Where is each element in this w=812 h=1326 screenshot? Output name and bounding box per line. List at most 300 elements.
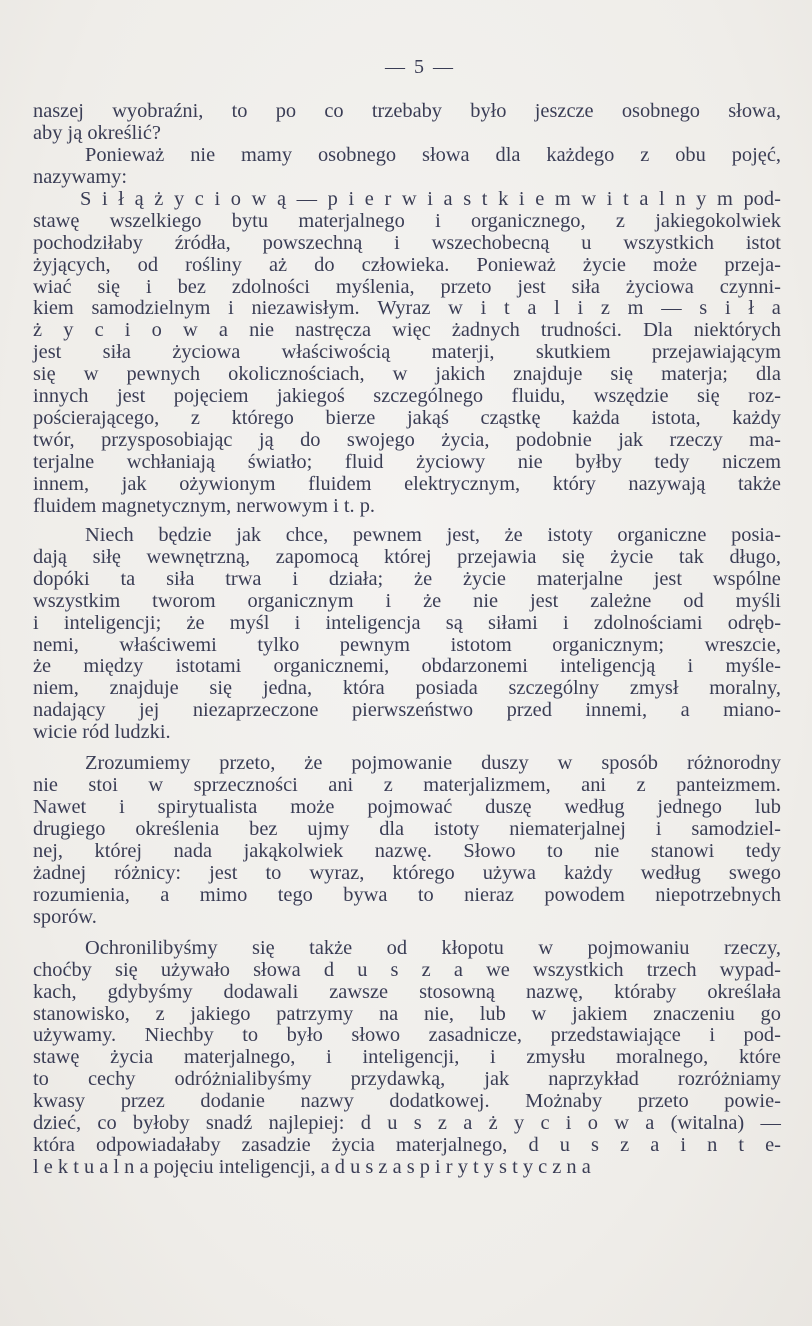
- word: e: [364, 187, 374, 210]
- word: przeto: [440, 275, 492, 298]
- word: pewnem: [352, 523, 422, 546]
- word: światło;: [247, 451, 313, 473]
- word: Wyraz: [377, 297, 431, 320]
- word: przysposobiając: [101, 429, 233, 452]
- word: patrzymy: [276, 1002, 354, 1025]
- word: nej,: [33, 839, 64, 862]
- word: powodem: [544, 883, 625, 906]
- word: okolicznościach,: [228, 363, 365, 386]
- word: panteizmem.: [676, 774, 781, 797]
- word: bez: [249, 818, 278, 840]
- word: się: [252, 936, 275, 959]
- text-line: [33, 885, 781, 907]
- text-line: [33, 364, 781, 386]
- word: wypad-: [719, 958, 781, 981]
- text-line: [33, 189, 781, 211]
- word: o: [151, 319, 162, 342]
- word: przed: [506, 699, 552, 722]
- word: się: [696, 385, 720, 408]
- word: to: [547, 839, 563, 862]
- text-line: [33, 569, 781, 591]
- word: organicznym: [247, 589, 354, 612]
- word: jest: [653, 567, 683, 590]
- word: y: [513, 1112, 525, 1135]
- word: niem,: [33, 677, 79, 700]
- word: której: [94, 839, 143, 862]
- word: powie-: [724, 1090, 781, 1113]
- text-line: [33, 591, 781, 613]
- word: Nawet: [33, 796, 87, 819]
- word: niepotrzebnych: [655, 883, 781, 906]
- word: odpowiadałaby: [95, 1134, 221, 1157]
- word: drugiego: [33, 818, 106, 840]
- word: naprzykład: [548, 1068, 639, 1091]
- word: pierwszeństwo: [351, 699, 474, 722]
- word: samodzielnym: [91, 297, 211, 320]
- word: nazwy: [300, 1090, 354, 1113]
- text-line: [33, 775, 781, 797]
- word: Ochronilibyśmy: [85, 936, 218, 959]
- word: niezaprzeczone: [192, 699, 319, 722]
- word: także: [737, 472, 781, 495]
- word: bytu: [231, 209, 269, 232]
- word: Ponieważ: [476, 253, 556, 276]
- word: według: [564, 796, 625, 819]
- word: używamy.: [33, 1024, 117, 1047]
- word: i: [518, 187, 525, 210]
- word: z: [155, 1002, 165, 1025]
- word: wszystkich: [623, 231, 714, 254]
- word: słowa,: [728, 100, 781, 122]
- word: przeto: [637, 1090, 689, 1113]
- word: pod-: [743, 1024, 781, 1047]
- text-line: [33, 320, 781, 342]
- word: który: [552, 472, 596, 495]
- word: jest: [517, 275, 546, 298]
- word: bywa: [343, 883, 388, 906]
- word: trzebaby: [371, 100, 443, 122]
- word: s: [463, 187, 472, 210]
- word: wiać: [33, 275, 72, 298]
- word: że: [423, 589, 442, 612]
- text-line: [33, 298, 781, 320]
- word: człowieka.: [361, 253, 450, 276]
- word: innemi,: [585, 699, 648, 722]
- word: od: [386, 936, 408, 959]
- word: fluid: [344, 451, 384, 473]
- word: trwa: [225, 567, 262, 590]
- word: się: [610, 363, 634, 386]
- word: d: [528, 1134, 539, 1157]
- text-column: [33, 101, 781, 1179]
- word: i: [435, 209, 441, 232]
- word: Niech: [85, 523, 134, 546]
- word: pod-: [743, 187, 781, 210]
- word: obu: [675, 143, 706, 166]
- word: naszej: [33, 100, 84, 122]
- word: i: [655, 818, 662, 840]
- word: każdy: [564, 861, 613, 884]
- text-line: [33, 700, 781, 722]
- word: czynni-: [719, 275, 781, 298]
- word: było: [470, 100, 507, 122]
- word: l: [554, 297, 560, 320]
- word: odróżnialibyśmy: [174, 1068, 312, 1091]
- text-line: [33, 430, 781, 452]
- text-line: [33, 1047, 781, 1069]
- word: o: [587, 1112, 598, 1135]
- word: sprzeczności: [193, 774, 298, 797]
- word: w: [614, 1112, 629, 1135]
- word: k: [498, 187, 509, 210]
- word: osobnego: [621, 100, 701, 122]
- word: tworom: [152, 589, 216, 612]
- word: (witalna): [670, 1112, 745, 1135]
- word: a: [443, 187, 453, 210]
- word: jeszcze: [534, 100, 594, 122]
- word: życiowy: [416, 451, 486, 473]
- word: od: [137, 253, 159, 276]
- word: znaczeniu: [653, 1002, 735, 1025]
- word: innem,: [33, 472, 90, 495]
- word: materja;: [661, 363, 728, 386]
- word: skutkiem: [535, 341, 611, 364]
- word: z: [636, 774, 646, 797]
- word: źródła,: [174, 231, 231, 254]
- word: stosowną: [419, 980, 495, 1003]
- word: a: [160, 883, 170, 906]
- paragraph: [33, 145, 781, 189]
- word: s: [699, 297, 708, 320]
- word: t: [503, 297, 510, 320]
- word: żadnych: [451, 319, 520, 342]
- word: z: [190, 407, 200, 430]
- word: nazwę.: [374, 839, 432, 862]
- word: zmysł: [629, 677, 679, 700]
- word: dopóki: [33, 567, 90, 590]
- word: zależne: [590, 589, 652, 612]
- word: tedy: [654, 451, 690, 473]
- word: i: [565, 1112, 572, 1135]
- word: d: [360, 1112, 371, 1135]
- word: do: [300, 429, 321, 452]
- word: i: [124, 319, 131, 342]
- word: ani: [581, 774, 607, 797]
- paragraph: [33, 753, 781, 929]
- word: nastręcza: [295, 319, 372, 342]
- word: istotom: [450, 633, 512, 656]
- text-line: [33, 1135, 781, 1157]
- word: najlepiej:: [268, 1112, 345, 1135]
- word: istot: [745, 231, 781, 254]
- word: rzeczy,: [723, 936, 781, 959]
- word: co: [97, 1112, 117, 1135]
- word: —: [760, 1112, 781, 1135]
- word: różnorodny: [686, 752, 781, 775]
- word: wszystkim: [33, 589, 121, 612]
- word: wszystkich: [533, 958, 624, 981]
- paragraph: [33, 189, 781, 518]
- word: twór,: [33, 429, 75, 452]
- word: nada: [173, 839, 213, 862]
- word: mamy: [241, 143, 293, 166]
- word: u: [559, 1134, 570, 1157]
- text-line: [33, 863, 781, 885]
- word: z: [615, 209, 625, 232]
- word: której: [384, 545, 432, 568]
- word: byłby: [575, 451, 622, 473]
- word: jakąkolwiek: [243, 839, 344, 862]
- text-line: [33, 960, 781, 982]
- word: Ponieważ: [85, 143, 165, 166]
- word: przejawiającym: [651, 341, 781, 364]
- word: więc: [392, 319, 431, 342]
- word: u: [581, 231, 592, 254]
- word: właściwemi: [119, 633, 217, 656]
- word: z: [383, 774, 393, 797]
- word: ą: [134, 187, 144, 210]
- word: ta: [120, 567, 136, 590]
- word: jednego: [657, 796, 722, 819]
- word: życia: [110, 1046, 154, 1069]
- word: i: [33, 611, 39, 634]
- word: nazwę,: [525, 980, 584, 1003]
- word: że: [186, 611, 205, 634]
- word: go: [760, 1002, 781, 1025]
- word: w: [531, 1002, 547, 1025]
- word: tylko: [257, 633, 300, 656]
- word: po: [275, 100, 297, 122]
- word: siłami: [487, 611, 538, 634]
- word: innych: [33, 385, 89, 408]
- word: tedy: [745, 839, 781, 862]
- word: to: [231, 100, 248, 122]
- text-line: [33, 101, 781, 123]
- word: s: [390, 958, 399, 981]
- word: dla: [379, 818, 405, 840]
- word: w: [538, 936, 554, 959]
- word: każda: [572, 407, 620, 430]
- word: spirytualista: [157, 796, 258, 819]
- word: szczególnego: [373, 385, 484, 408]
- word: a: [463, 1112, 473, 1135]
- word: c: [540, 1112, 550, 1135]
- text-line: [33, 1025, 781, 1047]
- word: może: [653, 253, 698, 276]
- word: wewnętrzną,: [146, 545, 251, 568]
- word: jedna,: [262, 677, 313, 700]
- word: odręb-: [727, 611, 781, 634]
- word: podobnie: [515, 429, 592, 452]
- word: i: [228, 297, 234, 320]
- word: i: [577, 297, 584, 320]
- word: według: [640, 861, 701, 884]
- word: duszy: [481, 752, 529, 775]
- word: słowa: [422, 143, 470, 166]
- word: wreszcie,: [704, 633, 781, 656]
- word: zawsze: [329, 980, 389, 1003]
- word: p: [327, 187, 338, 210]
- word: c: [94, 319, 104, 342]
- word: którego: [231, 407, 294, 430]
- word: lub: [754, 796, 781, 819]
- word: powszechną: [262, 231, 363, 254]
- text-line: [33, 1004, 781, 1026]
- word: z: [620, 1134, 630, 1157]
- word: rozumienia,: [33, 883, 130, 906]
- word: istoty: [434, 818, 480, 840]
- word: że: [304, 752, 323, 775]
- word: siła: [571, 275, 600, 298]
- word: i: [214, 187, 221, 210]
- word: d: [323, 958, 335, 981]
- word: i: [292, 567, 298, 590]
- word: i: [101, 187, 108, 210]
- word: Możnaby: [525, 1090, 603, 1113]
- word: myśle-: [725, 655, 781, 678]
- text-line: fluidem magnetycznym, nerwowym i t. p.: [33, 494, 376, 517]
- word: i: [119, 796, 125, 819]
- word: jest: [116, 385, 146, 408]
- word: wchłaniają: [126, 451, 216, 473]
- word: gdybyśmy: [107, 980, 193, 1003]
- word: się: [33, 363, 56, 386]
- word: to: [265, 861, 282, 884]
- word: trzech: [646, 958, 697, 981]
- text-line: [33, 753, 781, 775]
- word: życia: [331, 1134, 375, 1157]
- word: pojęciem: [173, 385, 249, 408]
- word: znajduje: [513, 363, 583, 386]
- word: są: [445, 611, 463, 634]
- word: z: [437, 1112, 447, 1135]
- word: r: [384, 187, 392, 210]
- paragraph: [33, 938, 781, 1179]
- word: jest: [209, 861, 238, 884]
- word: lub: [479, 1002, 506, 1025]
- word: niematerjalnej: [509, 818, 626, 840]
- word: a: [650, 1134, 660, 1157]
- text-line: [33, 255, 781, 277]
- word: zdolnościami: [593, 611, 703, 634]
- word: elektrycznym,: [404, 472, 521, 495]
- word: osobnego: [317, 143, 397, 166]
- word: Zrozumiemy: [85, 752, 191, 775]
- word: t: [738, 1134, 745, 1157]
- word: na: [378, 1002, 399, 1025]
- word: S: [80, 187, 92, 210]
- word: mimo: [199, 883, 248, 906]
- word: i: [326, 1046, 332, 1069]
- word: ą: [276, 187, 286, 210]
- word: dodatkowej.: [389, 1090, 490, 1113]
- word: kiem: [33, 297, 74, 320]
- word: która: [33, 1134, 75, 1157]
- word: jest,: [446, 523, 480, 546]
- word: wyobraźni,: [112, 100, 204, 122]
- paragraph: [33, 101, 781, 145]
- text-line: nazywamy:: [33, 165, 127, 188]
- word: i: [490, 1046, 496, 1069]
- word: którego: [392, 861, 455, 884]
- word: wspólne: [712, 567, 781, 590]
- text-line: [33, 938, 781, 960]
- text-line: [33, 342, 781, 364]
- word: bierze: [325, 407, 376, 430]
- word: pojęć,: [731, 143, 781, 166]
- word: wyraz,: [309, 861, 365, 884]
- word: ł: [118, 187, 124, 210]
- word: i: [709, 1024, 715, 1047]
- word: dzieć,: [33, 1112, 82, 1135]
- word: to: [33, 1068, 49, 1091]
- word: inteligencji;: [63, 611, 162, 634]
- word: jakich: [435, 363, 486, 386]
- text-line: l e k t u a l n a pojęciu inteligencji, a d u s z a s p i r y t y s t y c z n a: [33, 1156, 591, 1179]
- text-line: [33, 525, 781, 547]
- word: ż: [154, 187, 164, 210]
- word: ma-: [749, 429, 781, 452]
- word: posiada: [415, 677, 478, 700]
- word: określenia: [135, 818, 220, 840]
- word: nie: [517, 451, 543, 473]
- word: pewnym: [339, 633, 411, 656]
- word: s: [591, 1134, 599, 1157]
- word: kach,: [33, 980, 77, 1003]
- word: Słowo: [463, 839, 516, 862]
- word: rozróżniamy: [677, 1068, 781, 1091]
- word: m: [554, 187, 571, 210]
- word: długo,: [729, 545, 781, 568]
- word: dodawali: [223, 980, 299, 1003]
- word: i: [385, 589, 392, 612]
- word: pewnych: [126, 363, 201, 386]
- text-line: wicie ród ludzki.: [33, 721, 171, 744]
- word: i: [480, 297, 487, 320]
- word: w: [448, 297, 463, 320]
- word: siła: [166, 567, 195, 590]
- word: pojmować: [367, 796, 453, 819]
- word: i: [294, 611, 301, 634]
- word: istotami: [175, 655, 242, 678]
- word: nie: [249, 319, 275, 342]
- word: terjalne: [33, 451, 95, 473]
- word: będzie: [158, 523, 212, 546]
- text-line: sporów.: [33, 905, 97, 928]
- word: bez: [177, 275, 206, 298]
- word: żadnej: [33, 861, 87, 884]
- word: nie: [33, 774, 58, 797]
- text-line: [33, 386, 781, 408]
- word: jak: [618, 429, 644, 452]
- word: życiowa: [625, 275, 694, 298]
- word: jej: [138, 699, 160, 722]
- word: że: [414, 567, 433, 590]
- word: i: [687, 655, 694, 678]
- word: może: [290, 796, 335, 819]
- word: i: [394, 231, 400, 254]
- word: zasadnicze,: [428, 1024, 523, 1047]
- word: że: [33, 655, 52, 678]
- word: posia-: [731, 523, 781, 546]
- word: pochodziłaby: [33, 231, 143, 254]
- word: nieraz: [464, 883, 514, 906]
- word: zdolności: [231, 275, 310, 298]
- word: zasadzie: [241, 1134, 311, 1157]
- text-line: [33, 982, 781, 1004]
- word: niektórych: [693, 319, 781, 342]
- word: ż: [488, 1112, 498, 1135]
